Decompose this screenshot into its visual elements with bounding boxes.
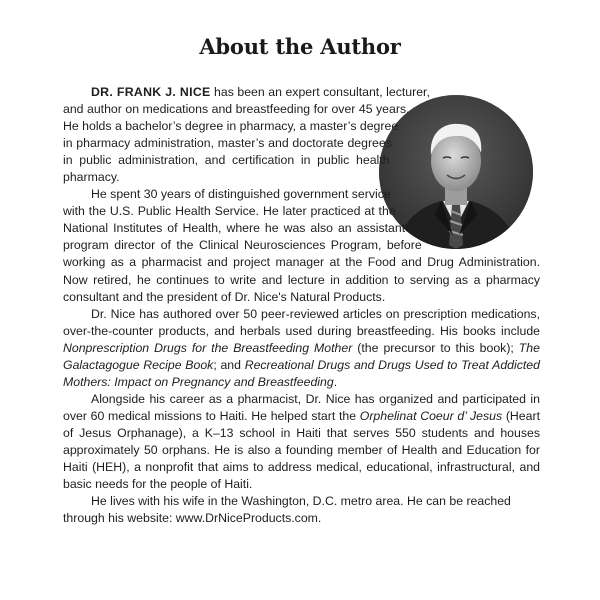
bio-paragraph-3-text-2: (the precursor to this book); (352, 340, 519, 355)
bio-paragraph-3-text-1: Dr. Nice has authored over 50 peer-reviewed articles on prescription medications, over-the-counter products, and herbals used during breastfeeding. His books include (63, 306, 540, 338)
author-bio (63, 84, 540, 527)
bio-paragraph-4-text-2: (Heart of Jesus Orphanage), a K–13 school in Haiti that serves 550 students and houses approximately 50 orphans. He is also a founding member of Health and Education for Haiti (HEH), a nonprofit that aims to address medical, educational, infrastructural, and basic needs for the people of Haiti. (63, 408, 540, 492)
page-title: About the Author (199, 34, 401, 59)
book-title-2: The Galactagogue Recipe Book (63, 340, 540, 372)
bio-paragraph-4 (63, 391, 540, 493)
bio-paragraph-4-text-1: Alongside his career as a pharmacist, Dr. Nice has organized and participated in over 60 medical missions to Haiti. He helped start the (63, 391, 540, 423)
bio-paragraph-1-text: has been an expert consultant, lecturer, and author on medications and breastfeeding for over 45 years. He holds a bachelor’s degree in pharmacy, a master’s degree in pharmacy administration, master’s and doctorate degrees in public administration, and certification in public health pharmacy. (63, 85, 430, 185)
book-title-3: Recreational Drugs and Drugs Used to Treat Addicted Mothers: Impact on Pregnancy and Breastfeeding (63, 357, 540, 389)
bio-paragraph-2-text: He spent 30 years of distinguished government service with the U.S. Public Health Service. He later practiced at the National Institutes of Health, where he was also an assistant program director of the Clinical Neurosciences Program, before working as a pharmacist and project manager at the Food and Drug Administration. Now retired, he continues to write and lecture in addition to serving as a pharmacy consultant and the president of Dr. Nice's Natural Products. (63, 187, 540, 304)
bio-paragraph-5-text: He lives with his wife in the Washington, D.C. metro area. He can be reached through his website: www.DrNiceProducts.com. (63, 494, 511, 526)
bio-paragraph-3 (63, 306, 540, 391)
author-name: DR. FRANK J. NICE (91, 85, 211, 99)
bio-paragraph-3-text-3: ; and (213, 357, 245, 372)
book-title-1: Nonprescription Drugs for the Breastfeeding Mother (63, 340, 353, 355)
orphanage-name: Orphelinat Coeur d’ Jesus (359, 408, 503, 423)
bio-paragraph-3-text-4: . (333, 374, 338, 389)
bio-paragraph-5 (63, 493, 540, 527)
